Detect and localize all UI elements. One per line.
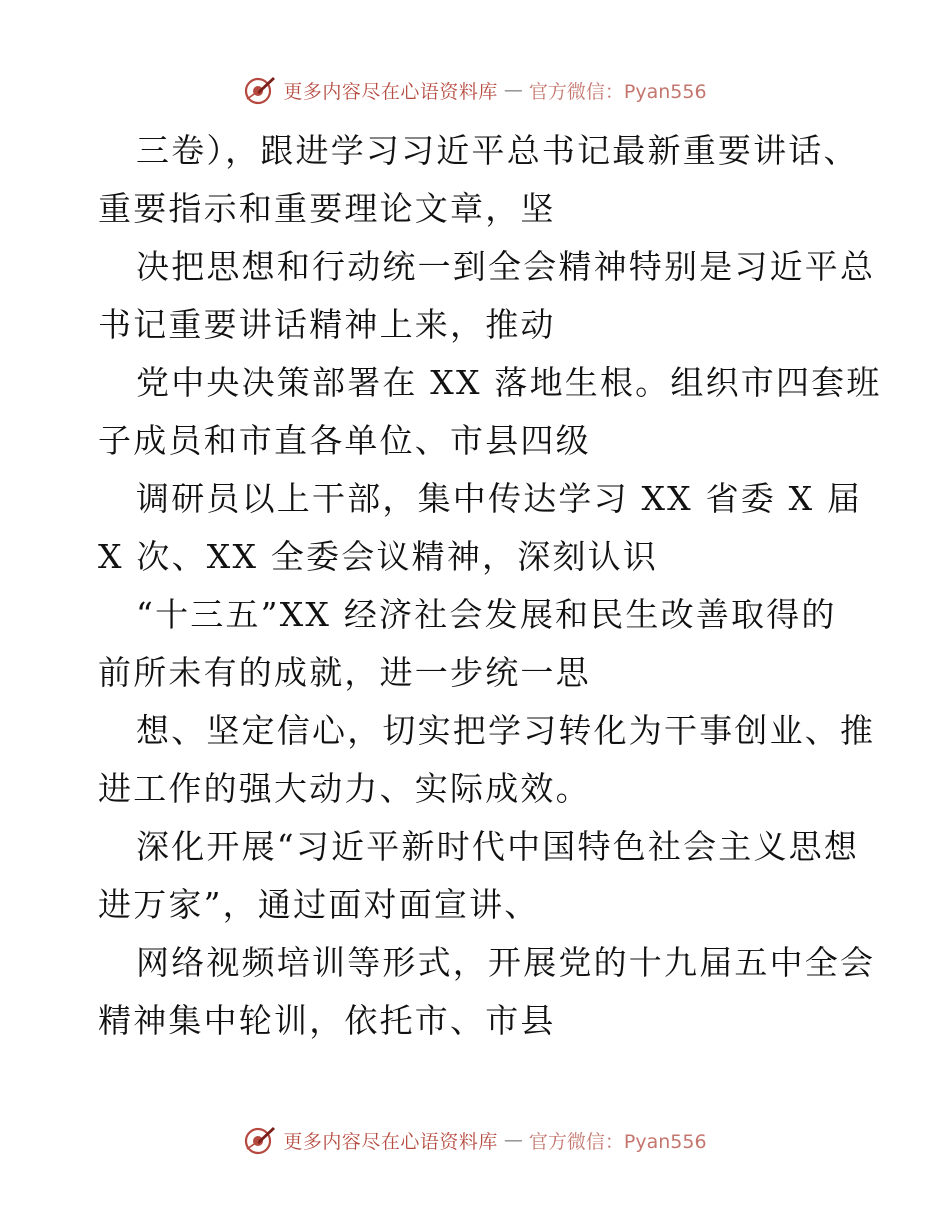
pen-logo-icon — [243, 73, 277, 107]
text-line: 前所未有的成就，进一步统一思 — [98, 653, 591, 692]
text-line: 书记重要讲话精神上来，推动 — [98, 305, 556, 344]
text-line: 子成员和市直各单位、市县四级 — [98, 421, 591, 460]
footer-watermark — [0, 1120, 950, 1160]
header-watermark — [0, 70, 950, 110]
text-line: X 次、XX 全委会议精神，深刻认识 — [98, 537, 659, 576]
watermark-wechat: 官方微信：Pyan556 — [528, 1130, 707, 1153]
text-line: 网络视频培训等形式，开展党的十九届五中全会 — [136, 943, 876, 982]
watermark-wechat: 官方微信：Pyan556 — [528, 80, 707, 103]
text-line: 决把思想和行动统一到全会精神特别是习近平总 — [136, 247, 876, 286]
text-line: 重要指示和重要理论文章，坚 — [98, 189, 556, 228]
text-line: 党中央决策部署在 XX 落地生根。组织市四套班 — [136, 363, 882, 402]
text-line: 进工作的强大动力、实际成效。 — [98, 769, 591, 808]
pen-logo-icon — [243, 1123, 277, 1157]
text-line: 想、坚定信心，切实把学习转化为干事创业、推 — [136, 711, 876, 750]
watermark-brand: 更多内容尽在心语资料库 — [283, 1130, 498, 1153]
text-line: 调研员以上干部，集中传达学习 XX 省委 X 届 — [136, 479, 863, 518]
text-line: 进万家”，通过面对面宣讲、 — [98, 885, 540, 924]
text-line: 深化开展“习近平新时代中国特色社会主义思想 — [136, 827, 860, 866]
watermark-separator: — — [503, 79, 523, 101]
text-line: 三卷），跟进学习习近平总书记最新重要讲话、 — [136, 131, 859, 170]
text-line: “十三五”XX 经济社会发展和民生改善取得的 — [136, 595, 837, 634]
watermark-separator: — — [503, 1129, 523, 1151]
watermark-brand: 更多内容尽在心语资料库 — [283, 80, 498, 103]
document-body — [98, 122, 882, 1050]
text-line: 精神集中轮训，依托市、市县 — [98, 1001, 556, 1040]
